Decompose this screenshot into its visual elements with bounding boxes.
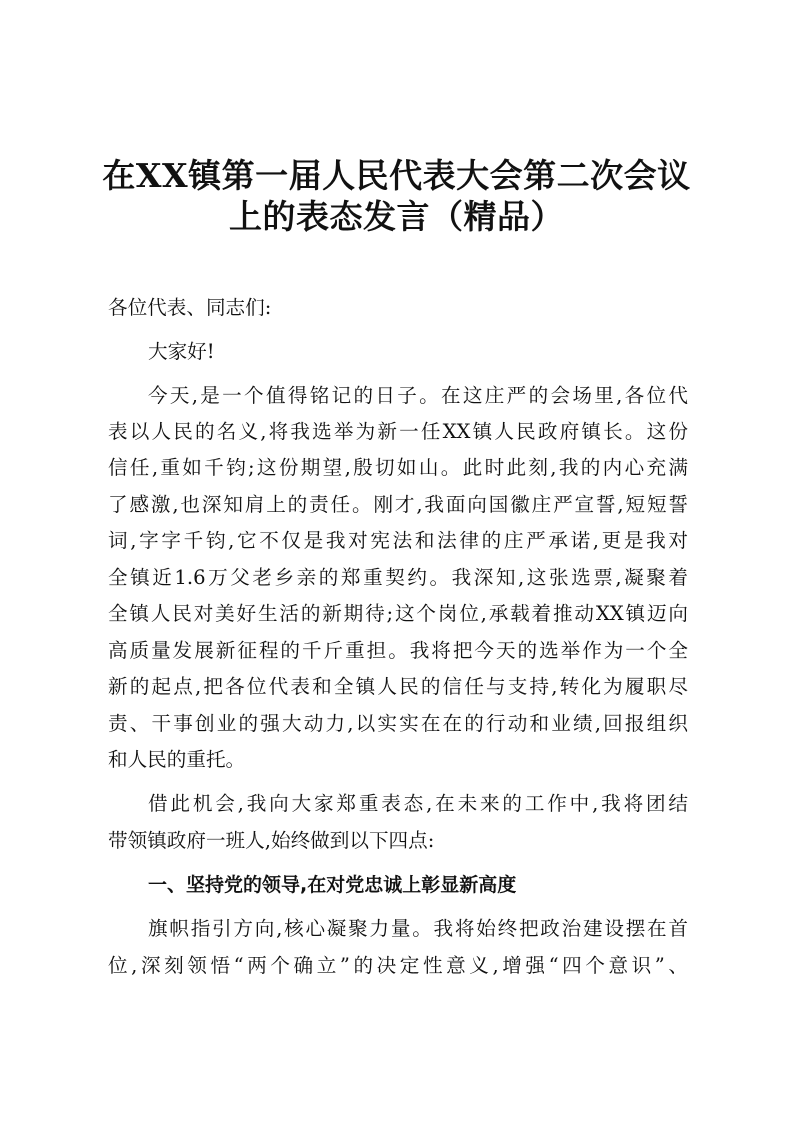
paragraph-line: 词,字字千钧,它不仅是我对宪法和法律的庄严承诺,更是我对	[108, 529, 688, 552]
document-title-line-1: 在XX镇第一届人民代表大会第二次会议	[102, 156, 691, 195]
paragraph-line: 借此机会,我向大家郑重表态,在未来的工作中,我将团结	[148, 792, 688, 815]
paragraph-line: 新的起点,把各位代表和全镇人民的信任与支持,转化为履职尽	[108, 675, 688, 698]
paragraph-line: 表以人民的名义,将我选举为新一任XX镇人民政府镇长。这份	[108, 420, 688, 443]
section-heading: 一、坚持党的领导,在对党忠诚上彰显新高度	[148, 874, 517, 896]
paragraph-line: 旗帜指引方向,核心凝聚力量。我将始终把政治建设摆在首	[148, 917, 688, 940]
paragraph-line: 位,深刻领悟“两个确立”的决定性意义,增强“四个意识”、	[108, 954, 688, 977]
paragraph-line: 全镇近1.6万父老乡亲的郑重契约。我深知,这张选票,凝聚着	[108, 566, 688, 589]
paragraph-line: 信任,重如千钧;这份期望,殷切如山。此时此刻,我的内心充满	[108, 456, 688, 479]
salutation: 各位代表、同志们:	[108, 296, 272, 319]
paragraph-line: 了感激,也深知肩上的责任。刚才,我面向国徽庄严宣誓,短短誓	[108, 493, 688, 516]
paragraph-line: 今天,是一个值得铭记的日子。在这庄严的会场里,各位代	[148, 384, 688, 407]
greeting: 大家好!	[148, 340, 215, 363]
paragraph-line: 和人民的重托。	[108, 748, 246, 771]
paragraph-line: 带领镇政府一班人,始终做到以下四点:	[108, 829, 435, 852]
document-title-line-2: 上的表态发言（精品）	[229, 197, 564, 236]
paragraph-line: 全镇人民对美好生活的新期待;这个岗位,承载着推动XX镇迈向	[108, 602, 688, 625]
paragraph-line: 责、干事创业的强大动力,以实实在在的行动和业绩,回报组织	[108, 712, 688, 735]
paragraph-line: 高质量发展新征程的千斤重担。我将把今天的选举作为一个全	[108, 639, 688, 662]
